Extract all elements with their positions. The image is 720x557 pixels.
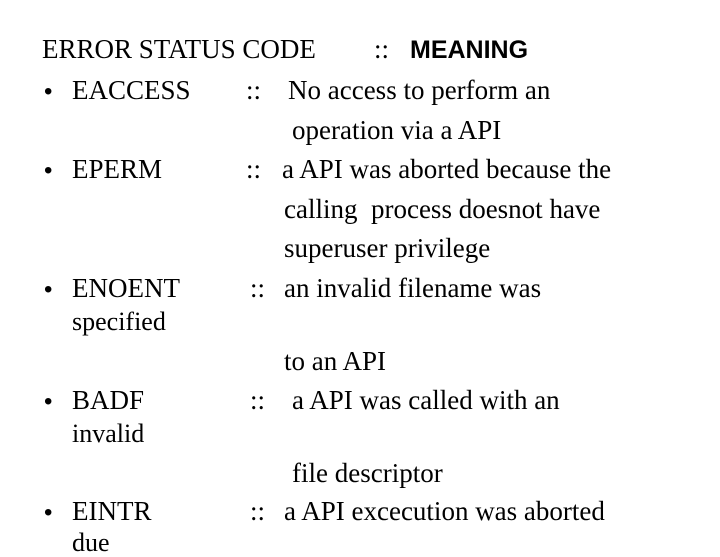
- meaning-wrap: invalid: [72, 419, 145, 448]
- meaning-line: calling process doesnot have: [284, 194, 601, 224]
- separator: ::: [250, 385, 266, 415]
- error-code-eaccess: EACCESS: [72, 75, 191, 105]
- heading-label: ERROR STATUS CODE: [42, 34, 316, 64]
- separator: ::: [250, 273, 266, 303]
- meaning-line: a API excecution was aborted: [284, 496, 605, 526]
- separator: ::: [246, 75, 262, 105]
- separator: ::: [246, 154, 262, 184]
- meaning-wrap: due: [72, 528, 110, 557]
- meaning-line: to an API: [284, 346, 387, 376]
- bullet-icon: •: [44, 157, 53, 184]
- meaning-line: No access to perform an: [288, 75, 551, 105]
- bullet-icon: •: [44, 388, 53, 415]
- error-code-eperm: EPERM: [72, 154, 163, 184]
- meaning-line: an invalid filename was: [284, 273, 542, 303]
- error-code-enoent: ENOENT: [72, 273, 180, 303]
- bullet-icon: •: [44, 78, 53, 105]
- meaning-line: a API was aborted because the: [282, 154, 612, 184]
- error-code-eintr: EINTR: [72, 496, 152, 526]
- separator: ::: [250, 496, 266, 526]
- meaning-line: operation via a API: [292, 115, 502, 145]
- bullet-icon: •: [44, 276, 53, 303]
- error-code-badf: BADF: [72, 385, 145, 415]
- bullet-icon: •: [44, 499, 53, 526]
- meaning-line: superuser privilege: [284, 233, 491, 263]
- meaning-wrap: specified: [72, 307, 166, 336]
- heading-separator: ::: [374, 34, 390, 64]
- heading-meaning: MEANING: [410, 36, 529, 64]
- meaning-line: a API was called with an: [292, 385, 560, 415]
- meaning-line: file descriptor: [292, 458, 443, 488]
